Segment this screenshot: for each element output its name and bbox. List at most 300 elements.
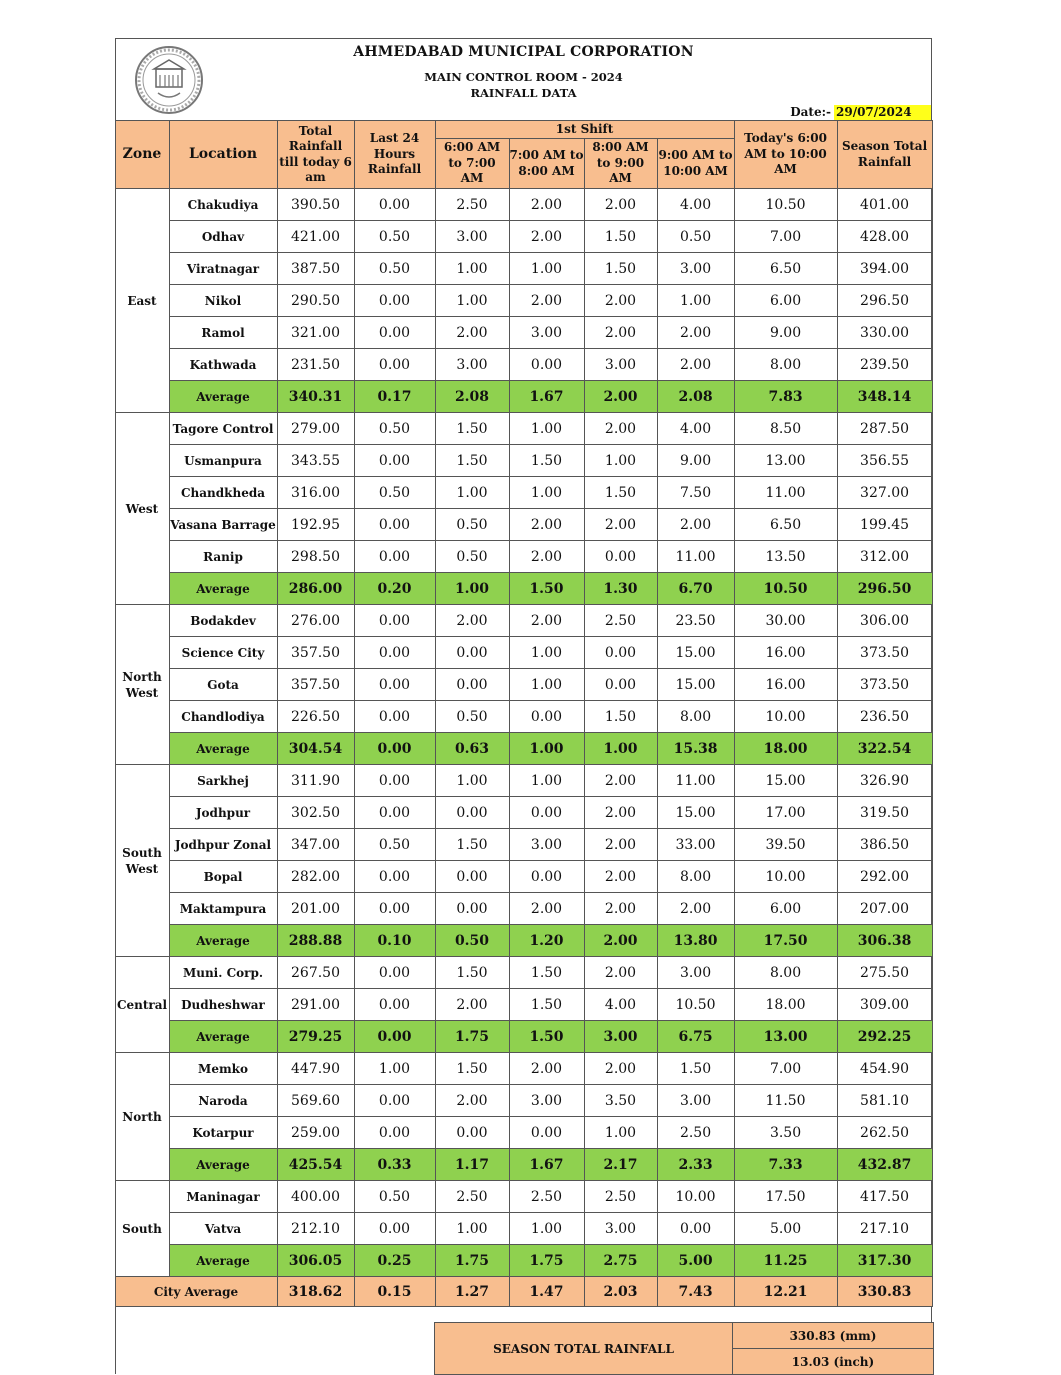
date-row xyxy=(790,105,931,120)
average-last24-cell: 0.20 xyxy=(354,573,435,605)
last24-cell: 0.00 xyxy=(354,989,435,1021)
season-total-cell: 262.50 xyxy=(837,1117,932,1149)
last24-cell: 0.00 xyxy=(354,637,435,669)
average-row xyxy=(115,1245,932,1277)
average-hour2-cell: 1.67 xyxy=(509,381,584,413)
season-total-cell: 417.50 xyxy=(837,1181,932,1213)
last24-cell: 0.00 xyxy=(354,1213,435,1245)
today-cell: 6.00 xyxy=(734,285,837,317)
city-average-hour4-cell: 7.43 xyxy=(657,1277,734,1307)
hour4-cell: 3.00 xyxy=(657,253,734,285)
season-total-cell: 581.10 xyxy=(837,1085,932,1117)
total-rainfall-cell: 212.10 xyxy=(277,1213,354,1245)
hour2-cell: 1.00 xyxy=(509,1213,584,1245)
control-room-title: MAIN CONTROL ROOM - 2024 xyxy=(424,70,623,84)
hour3-header: 8:00 AM to 9:00 AM xyxy=(584,139,657,189)
last24-cell: 0.00 xyxy=(354,893,435,925)
average-row xyxy=(115,733,932,765)
last24-cell: 0.00 xyxy=(354,765,435,797)
average-hour2-cell: 1.50 xyxy=(509,1021,584,1053)
hour3-cell: 2.00 xyxy=(584,797,657,829)
hour4-cell: 8.00 xyxy=(657,701,734,733)
average-season-total-cell: 322.54 xyxy=(837,733,932,765)
hour4-cell: 0.50 xyxy=(657,221,734,253)
hour1-cell: 0.00 xyxy=(435,893,509,925)
average-hour1-cell: 1.00 xyxy=(435,573,509,605)
hour1-cell: 1.00 xyxy=(435,765,509,797)
total-rainfall-cell: 290.50 xyxy=(277,285,354,317)
season-total-cell: 373.50 xyxy=(837,637,932,669)
hour1-cell: 0.50 xyxy=(435,701,509,733)
location-cell: Viratnagar xyxy=(169,253,277,285)
hour2-cell: 1.50 xyxy=(509,989,584,1021)
city-average-last24-cell: 0.15 xyxy=(354,1277,435,1307)
today-cell: 17.00 xyxy=(734,797,837,829)
city-average-total-rainfall-cell: 318.62 xyxy=(277,1277,354,1307)
hour1-cell: 2.00 xyxy=(435,1085,509,1117)
today-cell: 18.00 xyxy=(734,989,837,1021)
average-hour2-cell: 1.67 xyxy=(509,1149,584,1181)
average-hour4-cell: 5.00 xyxy=(657,1245,734,1277)
hour4-cell: 2.50 xyxy=(657,1117,734,1149)
hour2-cell: 3.00 xyxy=(509,829,584,861)
total-rainfall-cell: 298.50 xyxy=(277,541,354,573)
hour4-cell: 11.00 xyxy=(657,541,734,573)
total-rainfall-cell: 311.90 xyxy=(277,765,354,797)
hour2-cell: 0.00 xyxy=(509,797,584,829)
average-season-total-cell: 292.25 xyxy=(837,1021,932,1053)
hour3-cell: 2.00 xyxy=(584,957,657,989)
average-hour2-cell: 1.75 xyxy=(509,1245,584,1277)
average-today-cell: 7.33 xyxy=(734,1149,837,1181)
average-last24-cell: 0.33 xyxy=(354,1149,435,1181)
last24-cell: 0.00 xyxy=(354,861,435,893)
location-cell: Usmanpura xyxy=(169,445,277,477)
location-cell: Nikol xyxy=(169,285,277,317)
location-cell: Chandkheda xyxy=(169,477,277,509)
average-location-cell: Average xyxy=(169,573,277,605)
total-rainfall-cell: 357.50 xyxy=(277,637,354,669)
average-total-rainfall-cell: 279.25 xyxy=(277,1021,354,1053)
hour3-cell: 2.00 xyxy=(584,765,657,797)
average-location-cell: Average xyxy=(169,1149,277,1181)
hour1-cell: 1.00 xyxy=(435,253,509,285)
last24-cell: 0.50 xyxy=(354,1181,435,1213)
hour3-cell: 1.00 xyxy=(584,445,657,477)
average-today-cell: 17.50 xyxy=(734,925,837,957)
total-rainfall-cell: 343.55 xyxy=(277,445,354,477)
average-hour3-cell: 2.00 xyxy=(584,381,657,413)
hour1-cell: 3.00 xyxy=(435,349,509,381)
last24-cell: 0.00 xyxy=(354,701,435,733)
hour4-cell: 10.00 xyxy=(657,1181,734,1213)
hour4-cell: 3.00 xyxy=(657,957,734,989)
average-location-cell: Average xyxy=(169,381,277,413)
today-cell: 6.50 xyxy=(734,509,837,541)
average-row xyxy=(115,1021,932,1053)
season-total-cell: 292.00 xyxy=(837,861,932,893)
average-hour4-cell: 15.38 xyxy=(657,733,734,765)
shift-header: 1st Shift xyxy=(435,121,734,139)
season-total-cell: 287.50 xyxy=(837,413,932,445)
hour2-cell: 2.00 xyxy=(509,189,584,221)
today-header: Today's 6:00 AM to 10:00 AM xyxy=(734,121,837,189)
last24-cell: 0.00 xyxy=(354,509,435,541)
total-rainfall-cell: 192.95 xyxy=(277,509,354,541)
hour3-cell: 3.00 xyxy=(584,349,657,381)
hour1-cell: 1.00 xyxy=(435,285,509,317)
average-hour1-cell: 0.63 xyxy=(435,733,509,765)
table-row xyxy=(115,1181,932,1213)
average-today-cell: 7.83 xyxy=(734,381,837,413)
average-today-cell: 13.00 xyxy=(734,1021,837,1053)
hour1-cell: 1.00 xyxy=(435,1213,509,1245)
table-row xyxy=(115,1117,932,1149)
hour4-cell: 9.00 xyxy=(657,445,734,477)
hour4-header: 9:00 AM to 10:00 AM xyxy=(657,139,734,189)
hour4-cell: 11.00 xyxy=(657,765,734,797)
table-row xyxy=(115,509,932,541)
table-row xyxy=(115,1213,932,1245)
season-total-cell: 275.50 xyxy=(837,957,932,989)
average-hour3-cell: 2.75 xyxy=(584,1245,657,1277)
average-last24-cell: 0.10 xyxy=(354,925,435,957)
average-hour3-cell: 3.00 xyxy=(584,1021,657,1053)
season-total-cell: 454.90 xyxy=(837,1053,932,1085)
average-row xyxy=(115,381,932,413)
average-hour1-cell: 1.17 xyxy=(435,1149,509,1181)
hour3-cell: 0.00 xyxy=(584,541,657,573)
season-total-mm: 330.83 (mm) xyxy=(733,1323,934,1349)
average-total-rainfall-cell: 286.00 xyxy=(277,573,354,605)
hour2-cell: 2.00 xyxy=(509,541,584,573)
hour3-cell: 2.00 xyxy=(584,893,657,925)
hour3-cell: 1.50 xyxy=(584,221,657,253)
rainfall-table-body xyxy=(115,189,932,1307)
table-row xyxy=(115,765,932,797)
location-cell: Chandlodiya xyxy=(169,701,277,733)
location-cell: Dudheshwar xyxy=(169,989,277,1021)
total-rainfall-cell: 390.50 xyxy=(277,189,354,221)
location-cell: Maninagar xyxy=(169,1181,277,1213)
today-cell: 6.00 xyxy=(734,893,837,925)
hour3-cell: 3.50 xyxy=(584,1085,657,1117)
report-header xyxy=(116,39,931,121)
today-cell: 8.00 xyxy=(734,349,837,381)
hour2-cell: 1.00 xyxy=(509,477,584,509)
average-season-total-cell: 317.30 xyxy=(837,1245,932,1277)
total-rainfall-cell: 316.00 xyxy=(277,477,354,509)
hour2-cell: 0.00 xyxy=(509,701,584,733)
hour2-cell: 1.00 xyxy=(509,253,584,285)
last24-cell: 0.50 xyxy=(354,477,435,509)
hour2-cell: 2.00 xyxy=(509,1053,584,1085)
table-row xyxy=(115,317,932,349)
season-total-cell: 217.10 xyxy=(837,1213,932,1245)
total-rainfall-cell: 201.00 xyxy=(277,893,354,925)
zone-cell: South xyxy=(115,1181,169,1277)
table-row xyxy=(115,637,932,669)
location-cell: Gota xyxy=(169,669,277,701)
hour1-cell: 0.00 xyxy=(435,1117,509,1149)
last24-cell: 0.00 xyxy=(354,605,435,637)
last24-cell: 0.00 xyxy=(354,797,435,829)
hour3-cell: 2.00 xyxy=(584,317,657,349)
hour2-cell: 2.00 xyxy=(509,221,584,253)
average-today-cell: 11.25 xyxy=(734,1245,837,1277)
table-row xyxy=(115,541,932,573)
average-today-cell: 18.00 xyxy=(734,733,837,765)
location-cell: Naroda xyxy=(169,1085,277,1117)
hour3-cell: 2.00 xyxy=(584,189,657,221)
today-cell: 10.00 xyxy=(734,861,837,893)
hour3-cell: 2.00 xyxy=(584,829,657,861)
location-cell: Tagore Control xyxy=(169,413,277,445)
today-cell: 13.50 xyxy=(734,541,837,573)
average-hour1-cell: 0.50 xyxy=(435,925,509,957)
total-rainfall-cell: 231.50 xyxy=(277,349,354,381)
table-row xyxy=(115,989,932,1021)
location-cell: Vatva xyxy=(169,1213,277,1245)
total-rainfall-cell: 321.00 xyxy=(277,317,354,349)
hour1-cell: 2.50 xyxy=(435,1181,509,1213)
hour4-cell: 1.50 xyxy=(657,1053,734,1085)
season-total-cell: 373.50 xyxy=(837,669,932,701)
zone-cell: East xyxy=(115,189,169,413)
hour2-cell: 2.00 xyxy=(509,509,584,541)
zone-cell: North West xyxy=(115,605,169,765)
table-row xyxy=(115,605,932,637)
average-season-total-cell: 348.14 xyxy=(837,381,932,413)
season-summary xyxy=(434,1322,933,1375)
hour2-cell: 0.00 xyxy=(509,1117,584,1149)
last24-cell: 0.00 xyxy=(354,541,435,573)
location-cell: Jodhpur Zonal xyxy=(169,829,277,861)
zone-cell: South West xyxy=(115,765,169,957)
table-row xyxy=(115,957,932,989)
hour1-cell: 2.00 xyxy=(435,317,509,349)
season-total-cell: 401.00 xyxy=(837,189,932,221)
hour4-cell: 8.00 xyxy=(657,861,734,893)
average-total-rainfall-cell: 425.54 xyxy=(277,1149,354,1181)
today-cell: 15.00 xyxy=(734,765,837,797)
average-hour3-cell: 1.30 xyxy=(584,573,657,605)
today-cell: 16.00 xyxy=(734,637,837,669)
season-total-label: SEASON TOTAL RAINFALL xyxy=(435,1323,733,1375)
table-row xyxy=(115,1085,932,1117)
location-cell: Bodakdev xyxy=(169,605,277,637)
hour1-cell: 1.50 xyxy=(435,957,509,989)
season-total-cell: 236.50 xyxy=(837,701,932,733)
hour1-cell: 3.00 xyxy=(435,221,509,253)
hour4-cell: 0.00 xyxy=(657,1213,734,1245)
season-total-cell: 356.55 xyxy=(837,445,932,477)
hour4-cell: 15.00 xyxy=(657,797,734,829)
hour1-cell: 2.00 xyxy=(435,605,509,637)
total-rainfall-cell: 282.00 xyxy=(277,861,354,893)
last24-cell: 0.00 xyxy=(354,445,435,477)
season-total-cell: 199.45 xyxy=(837,509,932,541)
hour3-cell: 1.50 xyxy=(584,477,657,509)
hour1-cell: 0.00 xyxy=(435,637,509,669)
table-row xyxy=(115,477,932,509)
average-row xyxy=(115,925,932,957)
today-cell: 17.50 xyxy=(734,1181,837,1213)
total-rainfall-cell: 259.00 xyxy=(277,1117,354,1149)
hour4-cell: 10.50 xyxy=(657,989,734,1021)
hour3-cell: 1.00 xyxy=(584,1117,657,1149)
table-row xyxy=(115,701,932,733)
season-total-cell: 394.00 xyxy=(837,253,932,285)
season-total-cell: 309.00 xyxy=(837,989,932,1021)
location-cell: Ranip xyxy=(169,541,277,573)
table-row xyxy=(115,413,932,445)
hour1-cell: 1.50 xyxy=(435,413,509,445)
hour2-cell: 1.50 xyxy=(509,957,584,989)
season-total-cell: 319.50 xyxy=(837,797,932,829)
last24-cell: 0.50 xyxy=(354,221,435,253)
rainfall-data-title: RAINFALL DATA xyxy=(470,86,577,100)
hour4-cell: 15.00 xyxy=(657,669,734,701)
hour2-cell: 1.00 xyxy=(509,637,584,669)
hour2-cell: 0.00 xyxy=(509,349,584,381)
hour3-cell: 3.00 xyxy=(584,1213,657,1245)
hour4-cell: 4.00 xyxy=(657,413,734,445)
season-total-cell: 330.00 xyxy=(837,317,932,349)
table-row xyxy=(115,829,932,861)
rainfall-sheet xyxy=(115,38,932,1374)
average-last24-cell: 0.17 xyxy=(354,381,435,413)
date-value: 29/07/2024 xyxy=(834,105,931,120)
average-hour3-cell: 2.00 xyxy=(584,925,657,957)
hour2-header: 7:00 AM to 8:00 AM xyxy=(509,139,584,189)
hour4-cell: 2.00 xyxy=(657,893,734,925)
last24-cell: 0.00 xyxy=(354,189,435,221)
hour2-cell: 1.50 xyxy=(509,445,584,477)
average-location-cell: Average xyxy=(169,925,277,957)
hour2-cell: 2.50 xyxy=(509,1181,584,1213)
average-last24-cell: 0.00 xyxy=(354,1021,435,1053)
hour3-cell: 2.00 xyxy=(584,1053,657,1085)
last24-cell: 0.00 xyxy=(354,669,435,701)
season-total-cell: 428.00 xyxy=(837,221,932,253)
today-cell: 13.00 xyxy=(734,445,837,477)
hour3-cell: 2.50 xyxy=(584,605,657,637)
average-hour1-cell: 1.75 xyxy=(435,1021,509,1053)
average-location-cell: Average xyxy=(169,1021,277,1053)
table-row xyxy=(115,189,932,221)
total-rainfall-cell: 226.50 xyxy=(277,701,354,733)
average-hour3-cell: 2.17 xyxy=(584,1149,657,1181)
average-today-cell: 10.50 xyxy=(734,573,837,605)
hour3-cell: 2.00 xyxy=(584,285,657,317)
average-season-total-cell: 296.50 xyxy=(837,573,932,605)
location-cell: Kotarpur xyxy=(169,1117,277,1149)
last24-cell: 0.50 xyxy=(354,829,435,861)
hour1-cell: 2.00 xyxy=(435,989,509,1021)
hour4-cell: 2.00 xyxy=(657,317,734,349)
hour1-cell: 0.00 xyxy=(435,797,509,829)
average-total-rainfall-cell: 288.88 xyxy=(277,925,354,957)
last24-cell: 0.00 xyxy=(354,317,435,349)
today-cell: 8.00 xyxy=(734,957,837,989)
last24-cell: 0.50 xyxy=(354,253,435,285)
city-average-season-total-cell: 330.83 xyxy=(837,1277,932,1307)
average-season-total-cell: 432.87 xyxy=(837,1149,932,1181)
total-rainfall-cell: 387.50 xyxy=(277,253,354,285)
last24-cell: 1.00 xyxy=(354,1053,435,1085)
hour1-cell: 0.50 xyxy=(435,509,509,541)
zone-cell: North xyxy=(115,1053,169,1181)
last24-cell: 0.00 xyxy=(354,349,435,381)
last24-cell: 0.00 xyxy=(354,1085,435,1117)
hour1-cell: 1.50 xyxy=(435,1053,509,1085)
today-cell: 16.00 xyxy=(734,669,837,701)
city-average-hour1-cell: 1.27 xyxy=(435,1277,509,1307)
average-location-cell: Average xyxy=(169,1245,277,1277)
today-cell: 39.50 xyxy=(734,829,837,861)
hour4-cell: 2.00 xyxy=(657,509,734,541)
location-cell: Ramol xyxy=(169,317,277,349)
average-hour2-cell: 1.50 xyxy=(509,573,584,605)
location-cell: Odhav xyxy=(169,221,277,253)
rainfall-table xyxy=(115,120,933,1307)
average-row xyxy=(115,1149,932,1181)
location-cell: Vasana Barrage xyxy=(169,509,277,541)
season-total-cell: 327.00 xyxy=(837,477,932,509)
hour3-cell: 0.00 xyxy=(584,669,657,701)
season-header: Season Total Rainfall xyxy=(837,121,932,189)
date-label: Date:- xyxy=(790,105,831,119)
hour1-cell: 0.00 xyxy=(435,861,509,893)
average-hour4-cell: 6.70 xyxy=(657,573,734,605)
hour1-cell: 0.50 xyxy=(435,541,509,573)
city-average-today-cell: 12.21 xyxy=(734,1277,837,1307)
total-rainfall-cell: 400.00 xyxy=(277,1181,354,1213)
hour2-cell: 2.00 xyxy=(509,893,584,925)
location-cell: Science City xyxy=(169,637,277,669)
season-total-cell: 296.50 xyxy=(837,285,932,317)
season-total-cell: 312.00 xyxy=(837,541,932,573)
hour4-cell: 4.00 xyxy=(657,189,734,221)
table-row xyxy=(115,285,932,317)
total-rainfall-cell: 267.50 xyxy=(277,957,354,989)
average-season-total-cell: 306.38 xyxy=(837,925,932,957)
hour2-cell: 1.00 xyxy=(509,765,584,797)
total-rainfall-cell: 421.00 xyxy=(277,221,354,253)
average-row xyxy=(115,573,932,605)
table-row xyxy=(115,253,932,285)
hour4-cell: 2.00 xyxy=(657,349,734,381)
today-cell: 10.00 xyxy=(734,701,837,733)
today-cell: 9.00 xyxy=(734,317,837,349)
table-row xyxy=(115,797,932,829)
zone-cell: West xyxy=(115,413,169,605)
zone-cell: Central xyxy=(115,957,169,1053)
location-cell: Kathwada xyxy=(169,349,277,381)
hour3-cell: 2.50 xyxy=(584,1181,657,1213)
table-row xyxy=(115,221,932,253)
hour1-cell: 0.00 xyxy=(435,669,509,701)
today-cell: 11.50 xyxy=(734,1085,837,1117)
org-title: AHMEDABAD MUNICIPAL CORPORATION xyxy=(353,44,694,60)
average-hour3-cell: 1.00 xyxy=(584,733,657,765)
hour1-header: 6:00 AM to 7:00 AM xyxy=(435,139,509,189)
today-cell: 8.50 xyxy=(734,413,837,445)
today-cell: 30.00 xyxy=(734,605,837,637)
hour4-cell: 3.00 xyxy=(657,1085,734,1117)
location-cell: Bopal xyxy=(169,861,277,893)
